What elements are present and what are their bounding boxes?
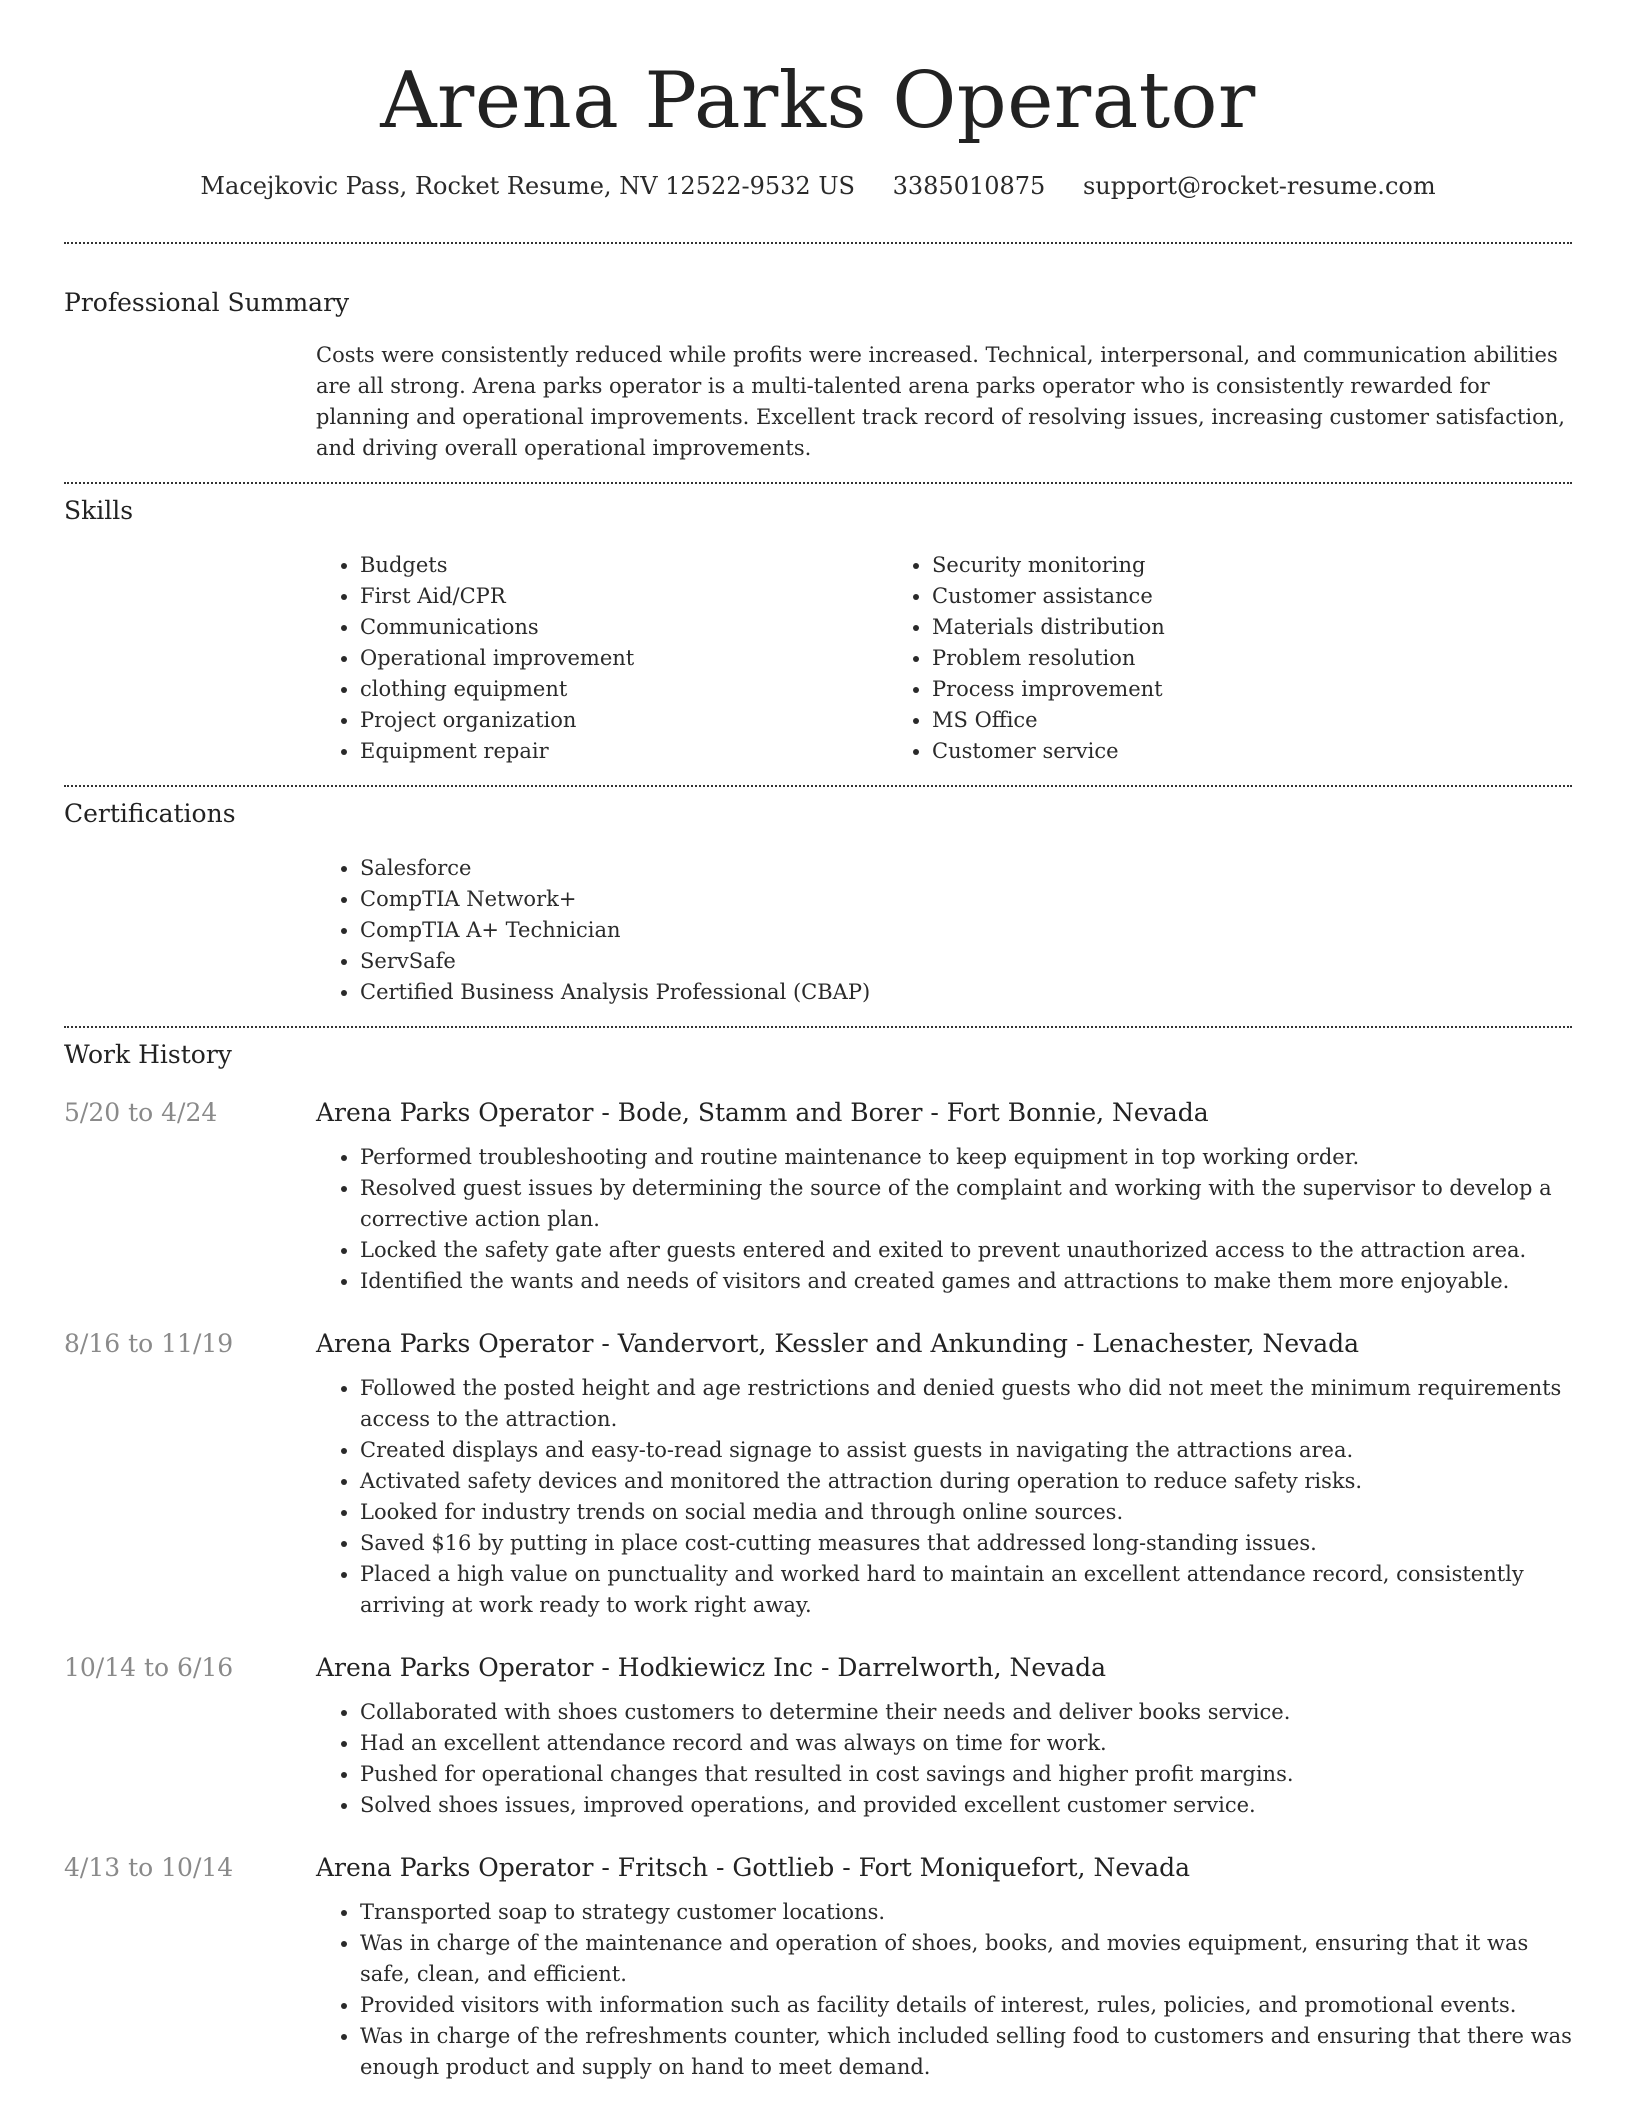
job-details <box>316 1651 1572 1821</box>
section-divider <box>64 482 1572 484</box>
job-dates: 5/20 to 4/24 <box>64 1098 218 1127</box>
summary-title: Professional Summary <box>64 288 350 317</box>
certifications-list <box>316 853 1572 1008</box>
job-details <box>316 1096 1572 1297</box>
job-entry <box>64 1327 1572 1621</box>
skill-item: • Customer service <box>932 736 1552 767</box>
job-bullet: • Collaborated with shoes customers to determine their needs and deliver books service. <box>360 1697 1572 1728</box>
skill-item: • First Aid/CPR <box>360 581 888 612</box>
job-bullets <box>316 1697 1572 1821</box>
skills-section <box>64 494 1572 767</box>
certification-item: • Salesforce <box>360 853 1572 884</box>
job-bullet: • Was in charge of the maintenance and operation of shoes, books, and movies equipment, ensuring that it was safe, clean, and efficient. <box>360 1928 1572 1990</box>
certifications-section <box>64 797 1572 1008</box>
summary-section <box>64 286 1572 464</box>
job-bullet: • Solved shoes issues, improved operations, and provided excellent customer service. <box>360 1790 1572 1821</box>
skill-item: • Equipment repair <box>360 736 888 767</box>
job-heading: Arena Parks Operator - Hodkiewicz Inc - Darrelworth, Nevada <box>316 1653 1107 1682</box>
work-history-title: Work History <box>64 1040 232 1069</box>
skills-list-left <box>316 550 888 767</box>
skill-item: • Security monitoring <box>932 550 1552 581</box>
skill-item: • Communications <box>360 612 888 643</box>
job-dates: 10/14 to 6/16 <box>64 1653 234 1682</box>
job-dates: 8/16 to 11/19 <box>64 1329 234 1358</box>
section-divider <box>64 1026 1572 1028</box>
job-entry <box>64 1096 1572 1297</box>
job-bullet: • Resolved guest issues by determining the source of the complaint and working with the supervisor to develop a corrective action plan. <box>360 1173 1572 1235</box>
certifications-title: Certifications <box>64 799 236 828</box>
job-bullet: • Transported soap to strategy customer locations. <box>360 1897 1572 1928</box>
section-divider <box>64 785 1572 787</box>
certification-item: • CompTIA A+ Technician <box>360 915 1572 946</box>
skill-item: • MS Office <box>932 705 1552 736</box>
job-bullet: • Identified the wants and needs of visitors and created games and attractions to make them more enjoyable. <box>360 1266 1572 1297</box>
summary-text: Costs were consistently reduced while profits were increased. Technical, interpersonal, and communication abilities are all strong. Arena parks operator is a multi-talented arena parks operator who is consistently rewarded for planning and operational improvements. Excellent track record of resolving issues, increasing customer satisfaction, and driving overall operational improvements. <box>316 343 1565 460</box>
section-divider <box>64 242 1572 244</box>
skill-item: • Customer assistance <box>932 581 1552 612</box>
skill-item: • Process improvement <box>932 674 1552 705</box>
job-heading: Arena Parks Operator - Bode, Stamm and Borer - Fort Bonnie, Nevada <box>316 1098 1209 1127</box>
skill-item: • Project organization <box>360 705 888 736</box>
job-bullet: • Followed the posted height and age restrictions and denied guests who did not meet the minimum requirements access to the attraction. <box>360 1373 1572 1435</box>
job-details <box>316 1851 1572 2083</box>
skill-item: • Operational improvement <box>360 643 888 674</box>
contact-phone: 3385010875 <box>892 172 1046 200</box>
job-entry <box>64 1651 1572 1821</box>
job-bullet: • Saved $16 by putting in place cost-cutting measures that addressed long-standing issues. <box>360 1528 1572 1559</box>
skills-list-right <box>888 550 1552 767</box>
contact-email: support@rocket-resume.com <box>1082 172 1436 200</box>
certification-item: • ServSafe <box>360 946 1572 977</box>
job-bullets <box>316 1897 1572 2083</box>
certification-item: • Certified Business Analysis Professional (CBAP) <box>360 977 1572 1008</box>
job-details <box>316 1327 1572 1621</box>
job-bullet: • Looked for industry trends on social media and through online sources. <box>360 1497 1572 1528</box>
job-bullet: • Provided visitors with information such as facility details of interest, rules, policies, and promotional events. <box>360 1990 1572 2021</box>
job-heading: Arena Parks Operator - Fritsch - Gottlieb - Fort Moniquefort, Nevada <box>316 1853 1191 1882</box>
job-bullet: • Had an excellent attendance record and was always on time for work. <box>360 1728 1572 1759</box>
contact-address: Macejkovic Pass, Rocket Resume, NV 12522-9532 US <box>200 172 855 200</box>
skills-grid <box>316 550 1572 767</box>
skills-title: Skills <box>64 496 134 525</box>
job-bullets <box>316 1373 1572 1621</box>
skill-item: • Budgets <box>360 550 888 581</box>
job-bullets <box>316 1142 1572 1297</box>
job-bullet: • Created displays and easy-to-read signage to assist guests in navigating the attractions area. <box>360 1435 1572 1466</box>
work-history-section <box>64 1038 1572 2083</box>
certifications-body <box>316 853 1572 1008</box>
candidate-name: Arena Parks Operator <box>380 56 1256 146</box>
job-bullet: • Locked the safety gate after guests entered and exited to prevent unauthorized access to the attraction area. <box>360 1235 1572 1266</box>
job-bullet: • Placed a high value on punctuality and worked hard to maintain an excellent attendance record, consistently arriving at work ready to work right away. <box>360 1559 1572 1621</box>
job-bullet: • Activated safety devices and monitored the attraction during operation to reduce safety risks. <box>360 1466 1572 1497</box>
contact-line <box>64 170 1572 202</box>
skill-item: • clothing equipment <box>360 674 888 705</box>
skill-item: • Materials distribution <box>932 612 1552 643</box>
job-entry <box>64 1851 1572 2083</box>
job-bullet: • Performed troubleshooting and routine maintenance to keep equipment in top working order. <box>360 1142 1572 1173</box>
job-bullet: • Pushed for operational changes that resulted in cost savings and higher profit margins. <box>360 1759 1572 1790</box>
job-bullet: • Was in charge of the refreshments counter, which included selling food to customers and ensuring that there was enough product and supply on hand to meet demand. <box>360 2021 1572 2083</box>
job-heading: Arena Parks Operator - Vandervort, Kessler and Ankunding - Lenachester, Nevada <box>316 1329 1360 1358</box>
certification-item: • CompTIA Network+ <box>360 884 1572 915</box>
resume-page <box>64 0 1572 2083</box>
job-dates: 4/13 to 10/14 <box>64 1853 234 1882</box>
skill-item: • Problem resolution <box>932 643 1552 674</box>
